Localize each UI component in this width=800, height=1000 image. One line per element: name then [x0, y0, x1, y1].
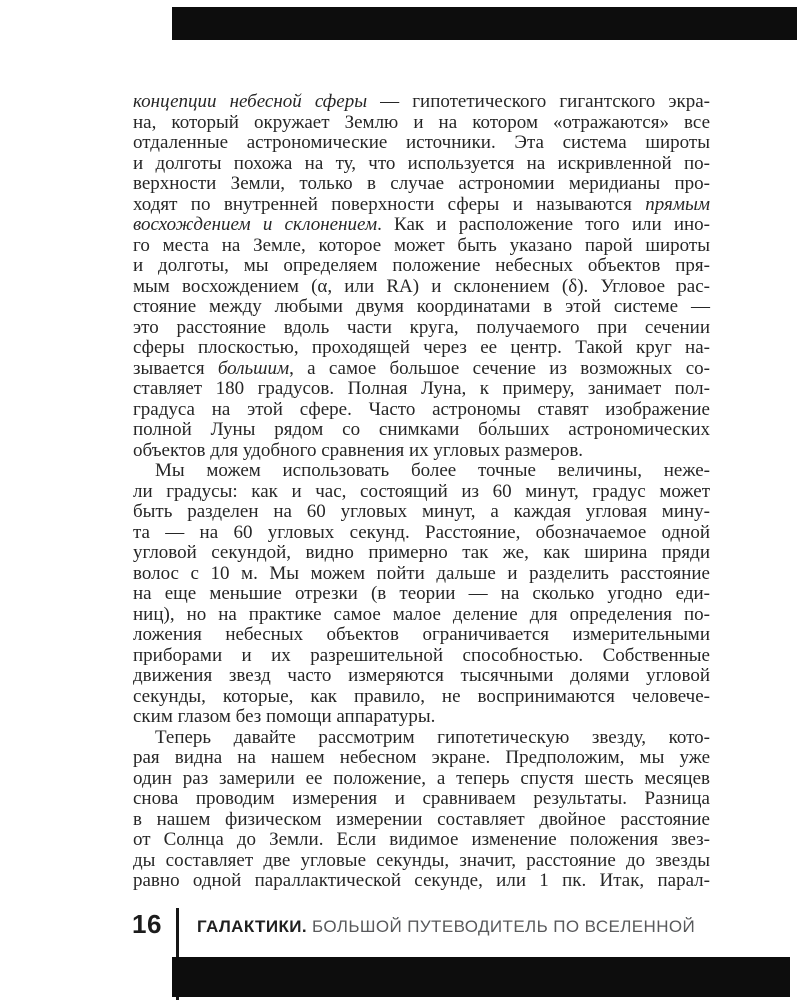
text-segment: сферы плоскостью, проходящей через ее центр. Такой круг на- — [133, 337, 710, 358]
text-segment: равно одной параллактической секунде, или 1 пк. Итак, парал- — [133, 870, 710, 891]
text-line — [133, 851, 710, 872]
text-line — [133, 625, 710, 646]
text-line — [133, 277, 710, 298]
text-segment: волос с 10 м. Мы можем пойти дальше и разделить расстояние — [133, 562, 710, 584]
text-segment: ложения небесных объектов ограничивается измерительными — [133, 624, 710, 645]
text-segment: и долготы, мы определяем положение небесных объектов пря- — [133, 255, 710, 276]
text-segment: движения звезд часто измеряются тысячными долями угловой — [133, 665, 710, 686]
bottom-black-band — [172, 957, 790, 997]
body-text — [133, 92, 710, 892]
text-line — [133, 338, 710, 359]
text-segment: ставляет 180 градусов. Полная Луна, к примеру, занимает пол- — [133, 378, 710, 399]
text-segment: быть разделен на 60 угловых минут, а каждая угловая мину- — [133, 501, 710, 522]
text-segment: полной Луны рядом со снимками бо́льших астрономических — [133, 419, 710, 440]
running-title-subtitle: БОЛЬШОЙ ПУТЕВОДИТЕЛЬ ПО ВСЕЛЕННОЙ — [311, 917, 696, 936]
text-segment: рая видна на нашем небесном экране. Предположим, мы уже — [133, 747, 710, 768]
text-line — [133, 256, 710, 277]
italic-text-segment: большим — [217, 357, 290, 379]
text-line — [133, 236, 710, 257]
text-line — [133, 789, 710, 810]
text-segment: стояние между любыми двумя координатами в этой системе — — [133, 296, 710, 317]
top-black-band — [172, 7, 797, 40]
page-number: 16 — [132, 909, 162, 939]
text-line — [133, 174, 710, 195]
text-segment: мым восхождением (α, или RA) и склонением (δ). Угловое рас- — [133, 275, 710, 297]
text-line — [133, 359, 710, 380]
text-line — [133, 810, 710, 831]
text-segment: верхности Земли, только в случае астрономии меридианы про- — [133, 173, 710, 194]
text-line — [133, 195, 710, 216]
italic-text-segment: прямым — [645, 193, 710, 215]
text-line — [133, 482, 710, 503]
text-segment: на, который окружает Землю и на котором «отражаются» все — [133, 111, 710, 133]
text-segment: го места на Земле, которое может быть указано парой широты — [133, 234, 710, 256]
text-segment: та — на 60 угловых секунд. Расстояние, обозначаемое одной — [133, 521, 710, 543]
text-line — [133, 748, 710, 769]
text-line — [133, 830, 710, 851]
text-line — [133, 154, 710, 175]
text-segment: в нашем физическом измерении составляет двойное расстояние — [133, 808, 710, 830]
text-segment: — гипотетического гигантского экра- — [367, 91, 710, 112]
text-line — [133, 502, 710, 523]
text-segment: объектов для удобного сравнения их угловых размеров. — [133, 439, 584, 461]
text-segment: зывается — [133, 357, 218, 379]
text-line — [133, 871, 710, 892]
text-segment: и долготы похожа на ту, что используется на искривленной по- — [133, 152, 710, 174]
running-title-book: ГАЛАКТИКИ. — [197, 917, 307, 936]
text-segment: отдаленные астрономические источники. Эта система широты — [133, 132, 710, 153]
text-segment: один раз замерили ее положение, а теперь спустя шесть месяцев — [133, 767, 710, 789]
text-segment: ским глазом без помощи аппаратуры. — [133, 706, 436, 727]
text-segment: ниц), но на практике самое малое деление для определения по- — [133, 603, 710, 625]
text-segment: это расстояние вдоль части круга, получаемого при сечении — [133, 316, 710, 338]
text-segment: ды составляет две угловые секунды, значит, расстояние до звезды — [133, 849, 710, 871]
text-line — [133, 605, 710, 626]
text-segment: угловой секундой, видно примерно так же, как ширина пряди — [133, 542, 710, 563]
text-line — [133, 420, 710, 441]
text-line — [133, 584, 710, 605]
text-line — [133, 523, 710, 544]
italic-text-segment: концепции небесной сферы — [133, 91, 368, 112]
running-title — [197, 917, 695, 936]
text-line — [133, 400, 710, 421]
text-segment: от Солнца до Земли. Если видимое изменение положения звез- — [133, 829, 710, 850]
text-segment: градуса на этой сфере. Часто астрономы ставят изображение — [133, 398, 710, 420]
text-segment: приборами и их разрешительной способностью. Собственные — [133, 644, 710, 666]
text-line — [133, 769, 710, 790]
text-line — [133, 728, 710, 749]
text-segment: ходят по внутренней поверхности сферы и называются — [133, 193, 646, 215]
text-segment: ли градусы: как и час, состоящий из 60 минут, градус может — [133, 480, 710, 502]
text-line — [133, 318, 710, 339]
text-line — [133, 92, 710, 113]
text-line — [133, 564, 710, 585]
text-line — [133, 297, 710, 318]
text-line — [133, 543, 710, 564]
text-line — [133, 379, 710, 400]
text-line — [133, 113, 710, 134]
text-segment: Теперь давайте рассмотрим гипотетическую звезду, кото- — [155, 726, 710, 748]
text-line — [133, 687, 710, 708]
text-segment: , а самое большое сечение из возможных со- — [289, 357, 710, 379]
text-line — [133, 646, 710, 667]
text-line — [133, 133, 710, 154]
text-line — [133, 707, 710, 728]
text-segment: . Как и расположение того или ино- — [377, 214, 710, 235]
text-segment: Мы можем использовать более точные величины, неже- — [155, 460, 710, 481]
italic-text-segment: восхождением и склонением — [133, 214, 378, 235]
text-line — [133, 461, 710, 482]
text-segment: секунды, которые, как правило, не воспринимаются человече- — [133, 685, 710, 707]
text-line — [133, 441, 710, 462]
text-segment: на еще меньшие отрезки (в теории — на сколько угодно еди- — [133, 583, 710, 604]
text-line — [133, 215, 710, 236]
text-line — [133, 666, 710, 687]
text-segment: снова проводим измерения и сравниваем результаты. Разница — [133, 788, 710, 809]
